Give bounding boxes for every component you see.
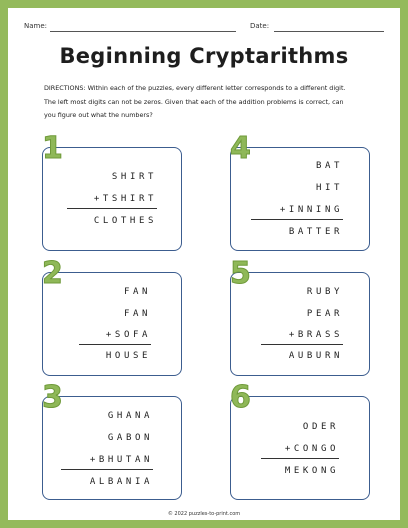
puzzle-number-5: 5 xyxy=(230,256,251,291)
puzzle-number-1: 1 xyxy=(42,131,63,166)
puzzle-number-4: 4 xyxy=(230,131,251,166)
puzzle-box-3 xyxy=(42,396,182,500)
puzzle-line: FAN xyxy=(123,287,151,297)
puzzle-line: HOUSE xyxy=(105,351,151,361)
puzzle-line: +INNING xyxy=(279,205,343,215)
date-label: Date: xyxy=(250,22,270,30)
directions-line: you figure out what the numbers? xyxy=(44,111,153,119)
copyright-footer: © 2022 puzzles-to-print.com xyxy=(167,511,241,517)
puzzle-line: CLOTHES xyxy=(93,216,157,226)
puzzle-line: BATTER xyxy=(288,227,343,237)
name-label: Name: xyxy=(24,22,48,30)
puzzle-number-6: 6 xyxy=(230,380,251,415)
directions-text xyxy=(44,82,374,123)
puzzle-line: PEAR xyxy=(306,309,343,319)
puzzle-box-2 xyxy=(42,272,182,376)
sum-line xyxy=(261,458,339,459)
puzzle-line: +SOFA xyxy=(105,330,151,340)
puzzle-line: SHIRT xyxy=(111,172,157,182)
puzzle-line: MEKONG xyxy=(284,466,339,476)
puzzle-box-4 xyxy=(230,147,370,251)
puzzle-line: RUBY xyxy=(306,287,343,297)
date-field[interactable] xyxy=(274,31,384,32)
puzzle-line: GABON xyxy=(107,433,153,443)
sum-line xyxy=(79,344,151,345)
header-row xyxy=(24,20,386,34)
puzzle-line: ODER xyxy=(302,422,339,432)
name-field[interactable] xyxy=(50,31,236,32)
puzzle-number-2: 2 xyxy=(42,256,63,291)
sum-line xyxy=(251,219,343,220)
sum-line xyxy=(61,469,153,470)
puzzle-box-5 xyxy=(230,272,370,376)
page-title: Beginning Cryptarithms xyxy=(59,44,349,68)
puzzle-line: +TSHIRT xyxy=(93,194,157,204)
puzzle-line: AUBURN xyxy=(288,351,343,361)
puzzle-line: +BRASS xyxy=(288,330,343,340)
puzzle-line: +CONGO xyxy=(284,444,339,454)
puzzle-line: GHANA xyxy=(107,411,153,421)
puzzle-line: ALBANIA xyxy=(89,477,153,487)
directions-line: DIRECTIONS: Within each of the puzzles, every different letter corresponds to a different digit. xyxy=(44,84,346,92)
directions-line: The left most digits can not be zeros. Given that each of the addition problems is correct, can xyxy=(44,97,344,106)
puzzle-number-3: 3 xyxy=(42,380,63,415)
puzzle-box-1 xyxy=(42,147,182,251)
puzzle-line: +BHUTAN xyxy=(89,455,153,465)
puzzle-line: HIT xyxy=(315,183,343,193)
puzzle-box-6 xyxy=(230,396,370,500)
puzzle-line: BAT xyxy=(315,161,343,171)
puzzle-line: FAN xyxy=(123,309,151,319)
sum-line xyxy=(67,208,157,209)
sum-line xyxy=(261,344,343,345)
